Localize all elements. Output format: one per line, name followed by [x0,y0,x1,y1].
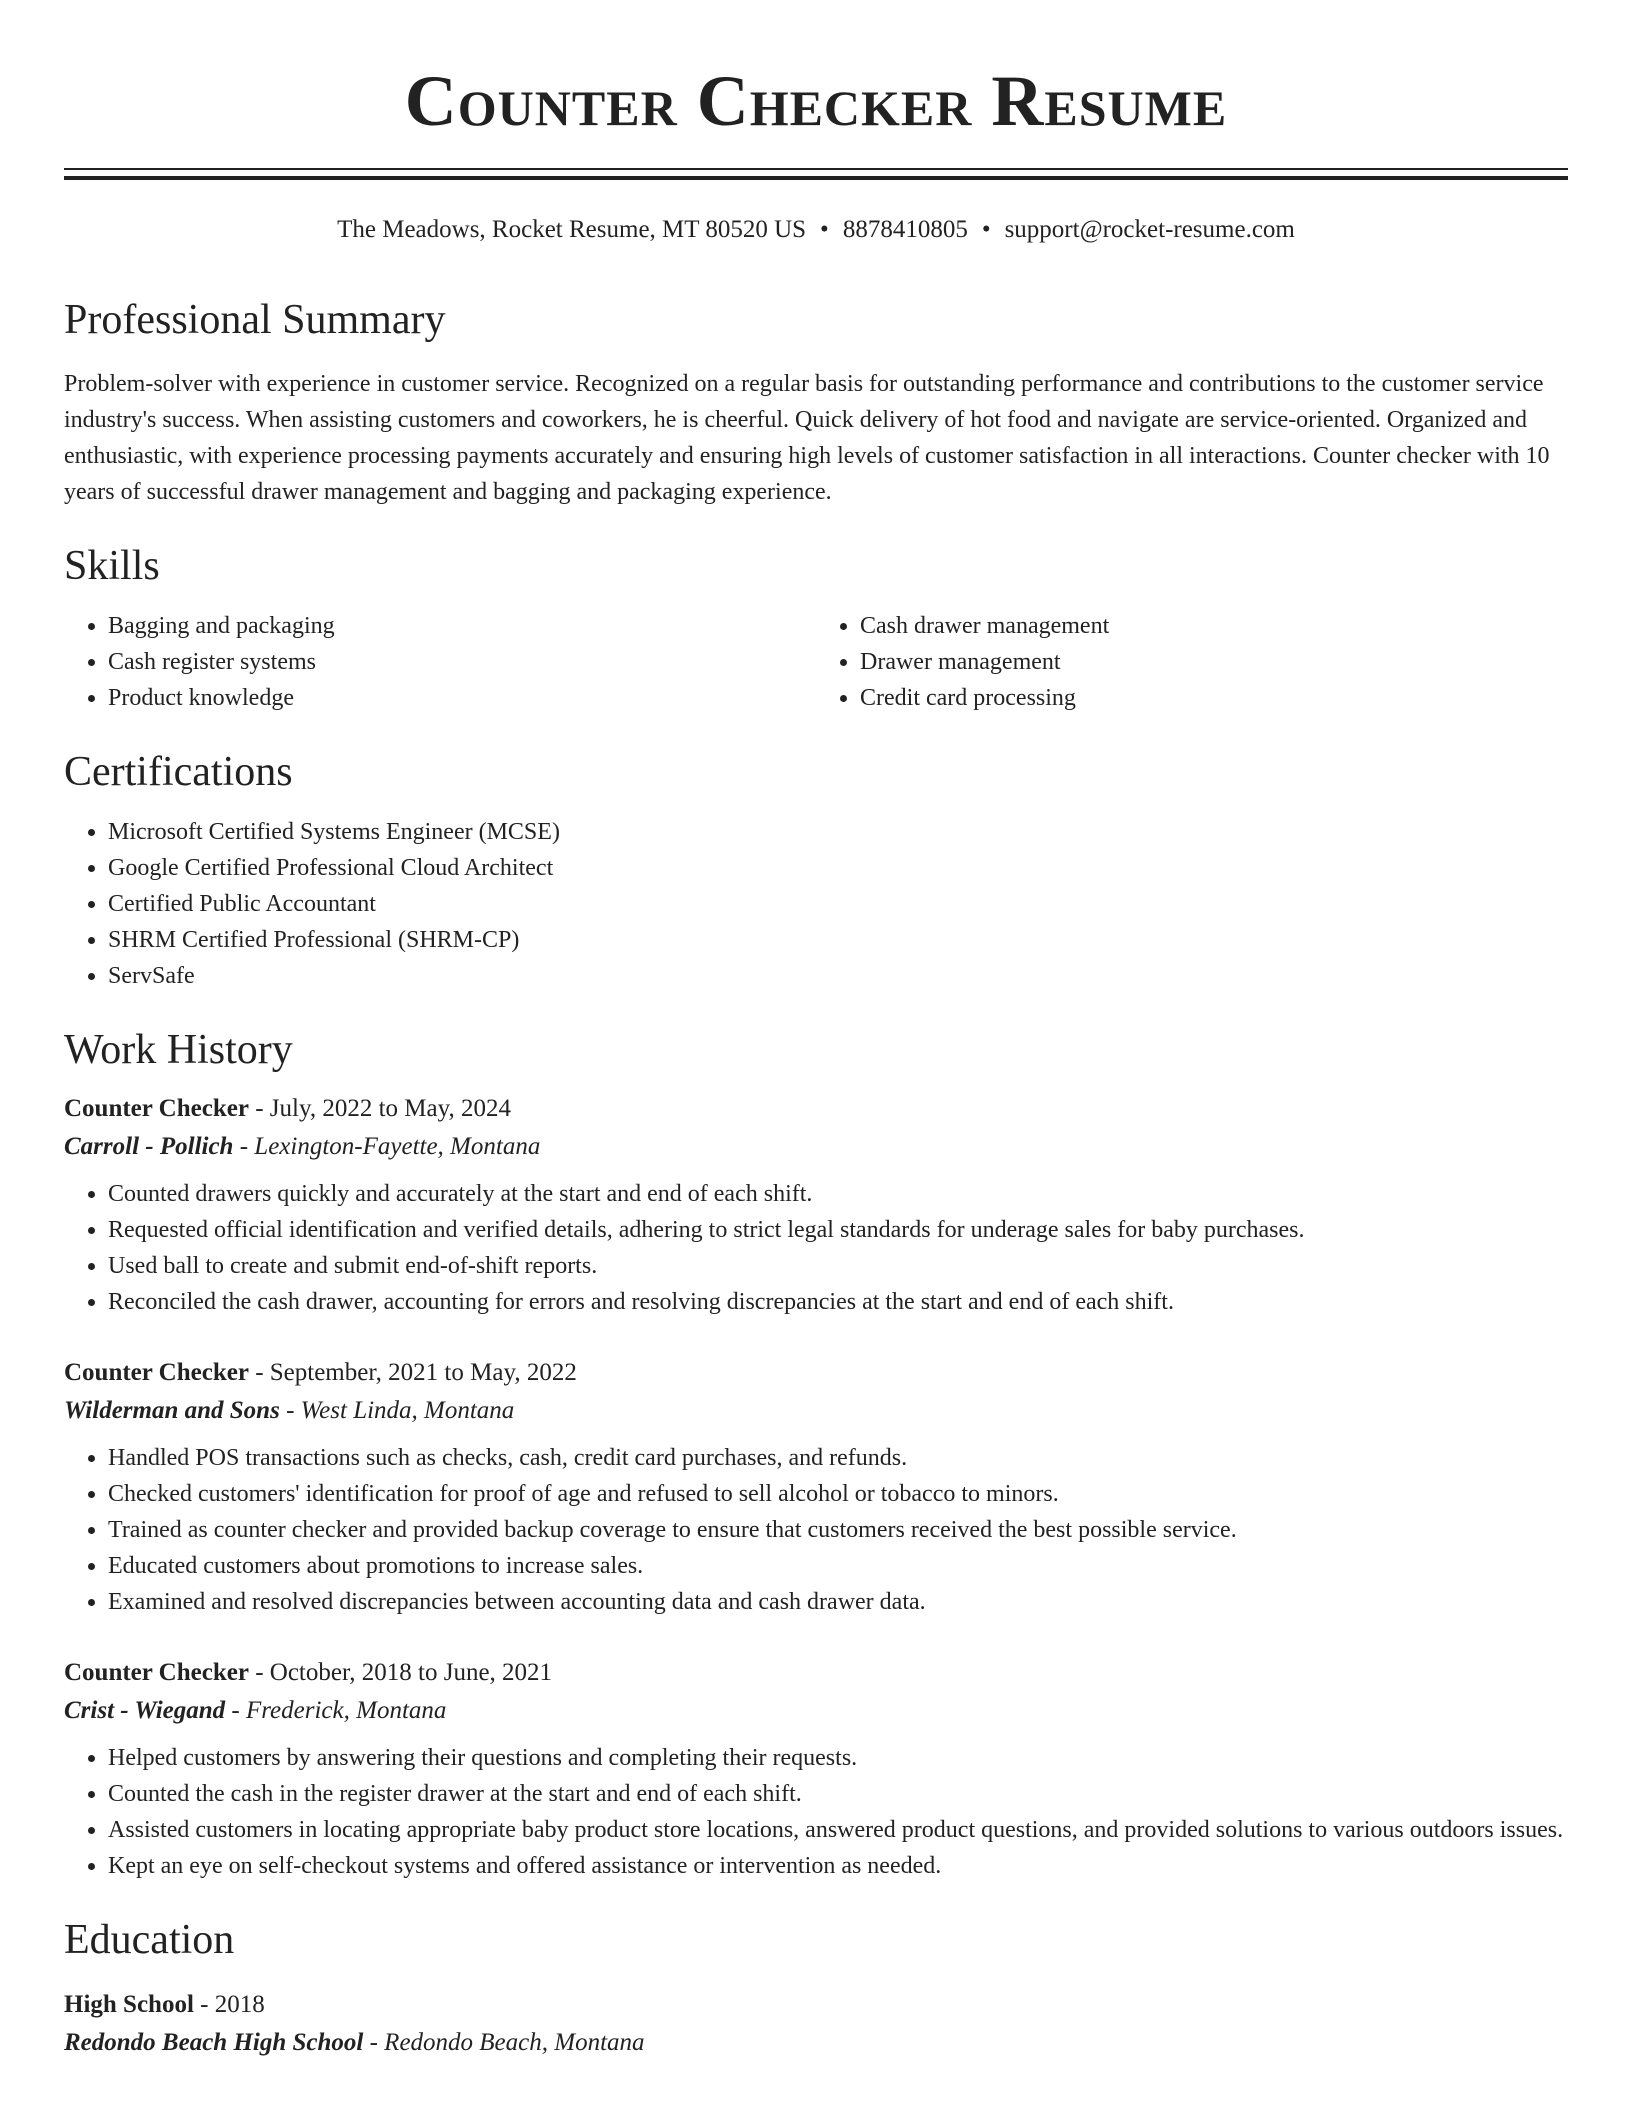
skills-left-list [64,608,816,716]
education-heading: Education [64,1917,235,1963]
job-bullet: • Counted the cash in the register drawer at the start and end of each shift. [108,1776,1568,1812]
job-entry [64,1090,1568,1320]
education-year: - 2018 [193,1991,265,2018]
contact-separator: • [981,216,991,243]
job-bullets [64,1440,1568,1620]
job-title-line [64,1654,1568,1692]
job-employer-line [64,1692,1568,1730]
summary-section [64,294,1568,510]
skills-heading: Skills [64,543,160,589]
skill-item: • Credit card processing [860,680,1568,716]
certifications-list [64,814,1568,994]
job-bullet: • Reconciled the cash drawer, accounting for errors and resolving discrepancies at the start and end of each shift. [108,1284,1568,1320]
contact-address: The Meadows, Rocket Resume, MT 80520 US [337,216,807,243]
skill-item: • Cash drawer management [860,608,1568,644]
job-title: Counter Checker [64,1359,249,1386]
certification-item: • Certified Public Accountant [108,886,1568,922]
certification-item: • ServSafe [108,958,1568,994]
job-employer: Crist - Wiegand [64,1697,226,1724]
job-location: - Frederick, Montana [225,1697,447,1724]
job-bullet: • Examined and resolved discrepancies between accounting data and cash drawer data. [108,1584,1568,1620]
resume-title: Counter Checker Resume [404,61,1228,141]
certification-item: • Google Certified Professional Cloud Architect [108,850,1568,886]
title-rule-thin [64,168,1568,170]
job-dates: - July, 2022 to May, 2024 [248,1095,511,1122]
job-location: - West Linda, Montana [279,1397,515,1424]
job-employer: Wilderman and Sons [64,1397,280,1424]
job-employer-line [64,1392,1568,1430]
job-bullet: • Requested official identification and verified details, adhering to strict legal standards for underage sales for baby purchases. [108,1212,1568,1248]
job-employer-line [64,1128,1568,1166]
job-title: Counter Checker [64,1095,249,1122]
job-dates: - October, 2018 to June, 2021 [248,1659,553,1686]
work-history-heading: Work History [64,1027,293,1073]
education-degree: High School [64,1991,194,2018]
certifications-section [64,746,1568,994]
job-bullet: • Handled POS transactions such as checks, cash, credit card purchases, and refunds. [108,1440,1568,1476]
certification-item: • SHRM Certified Professional (SHRM-CP) [108,922,1568,958]
job-bullet: • Helped customers by answering their questions and completing their requests. [108,1740,1568,1776]
certification-item: • Microsoft Certified Systems Engineer (MCSE) [108,814,1568,850]
job-bullet: • Counted drawers quickly and accurately at the start and end of each shift. [108,1176,1568,1212]
job-entry [64,1354,1568,1620]
education-entry [64,1986,1568,2062]
job-entry [64,1654,1568,1884]
contact-email[interactable]: support@rocket-resume.com [1004,216,1295,243]
skills-section [64,540,1568,716]
contact-phone: 8878410805 [842,216,968,243]
job-bullet: • Assisted customers in locating appropriate baby product store locations, answered product questions, and provided solutions to various outdoors issues. [108,1812,1568,1848]
skill-item: • Cash register systems [108,644,816,680]
skill-item: • Drawer management [860,644,1568,680]
summary-text: Problem-solver with experience in customer service. Recognized on a regular basis for outstanding performance and contributions to the customer service industry's success. When assisting customers and coworkers, he is cheerful. Quick delivery of hot food and navigate are service-oriented. Organized and enthusiastic, with experience processing payments accurately and ensuring high levels of customer satisfaction in all interactions. Counter checker with 10 years of successful drawer management and bagging and packaging experience. [64,371,1550,505]
job-bullets [64,1740,1568,1884]
job-bullet: • Kept an eye on self-checkout systems and offered assistance or intervention as needed. [108,1848,1568,1884]
job-dates: - September, 2021 to May, 2022 [248,1359,577,1386]
skills-columns [64,608,1568,716]
job-bullet: • Checked customers' identification for proof of age and refused to sell alcohol or tobacco to minors. [108,1476,1568,1512]
education-location: - Redondo Beach, Montana [363,2029,645,2056]
job-title-line [64,1354,1568,1392]
work-history-section [64,1024,1568,1884]
education-school-line [64,2024,1568,2062]
skill-item: • Bagging and packaging [108,608,816,644]
skill-item: • Product knowledge [108,680,816,716]
title-rule-thick [64,176,1568,180]
contact-line [64,214,1568,246]
job-bullet: • Trained as counter checker and provided backup coverage to ensure that customers received the best possible service. [108,1512,1568,1548]
job-title-line [64,1090,1568,1128]
job-employer: Carroll - Pollich [64,1133,234,1160]
summary-heading: Professional Summary [64,297,446,343]
skills-right-list [816,608,1568,716]
job-title: Counter Checker [64,1659,249,1686]
job-bullet: • Used ball to create and submit end-of-shift reports. [108,1248,1568,1284]
contact-separator: • [820,216,829,243]
education-school: Redondo Beach High School [64,2029,364,2056]
job-location: - Lexington-Fayette, Montana [233,1133,541,1160]
education-section [64,1914,1568,2062]
certifications-heading: Certifications [64,749,293,795]
job-bullets [64,1176,1568,1320]
job-bullet: • Educated customers about promotions to increase sales. [108,1548,1568,1584]
education-degree-line [64,1986,1568,2024]
